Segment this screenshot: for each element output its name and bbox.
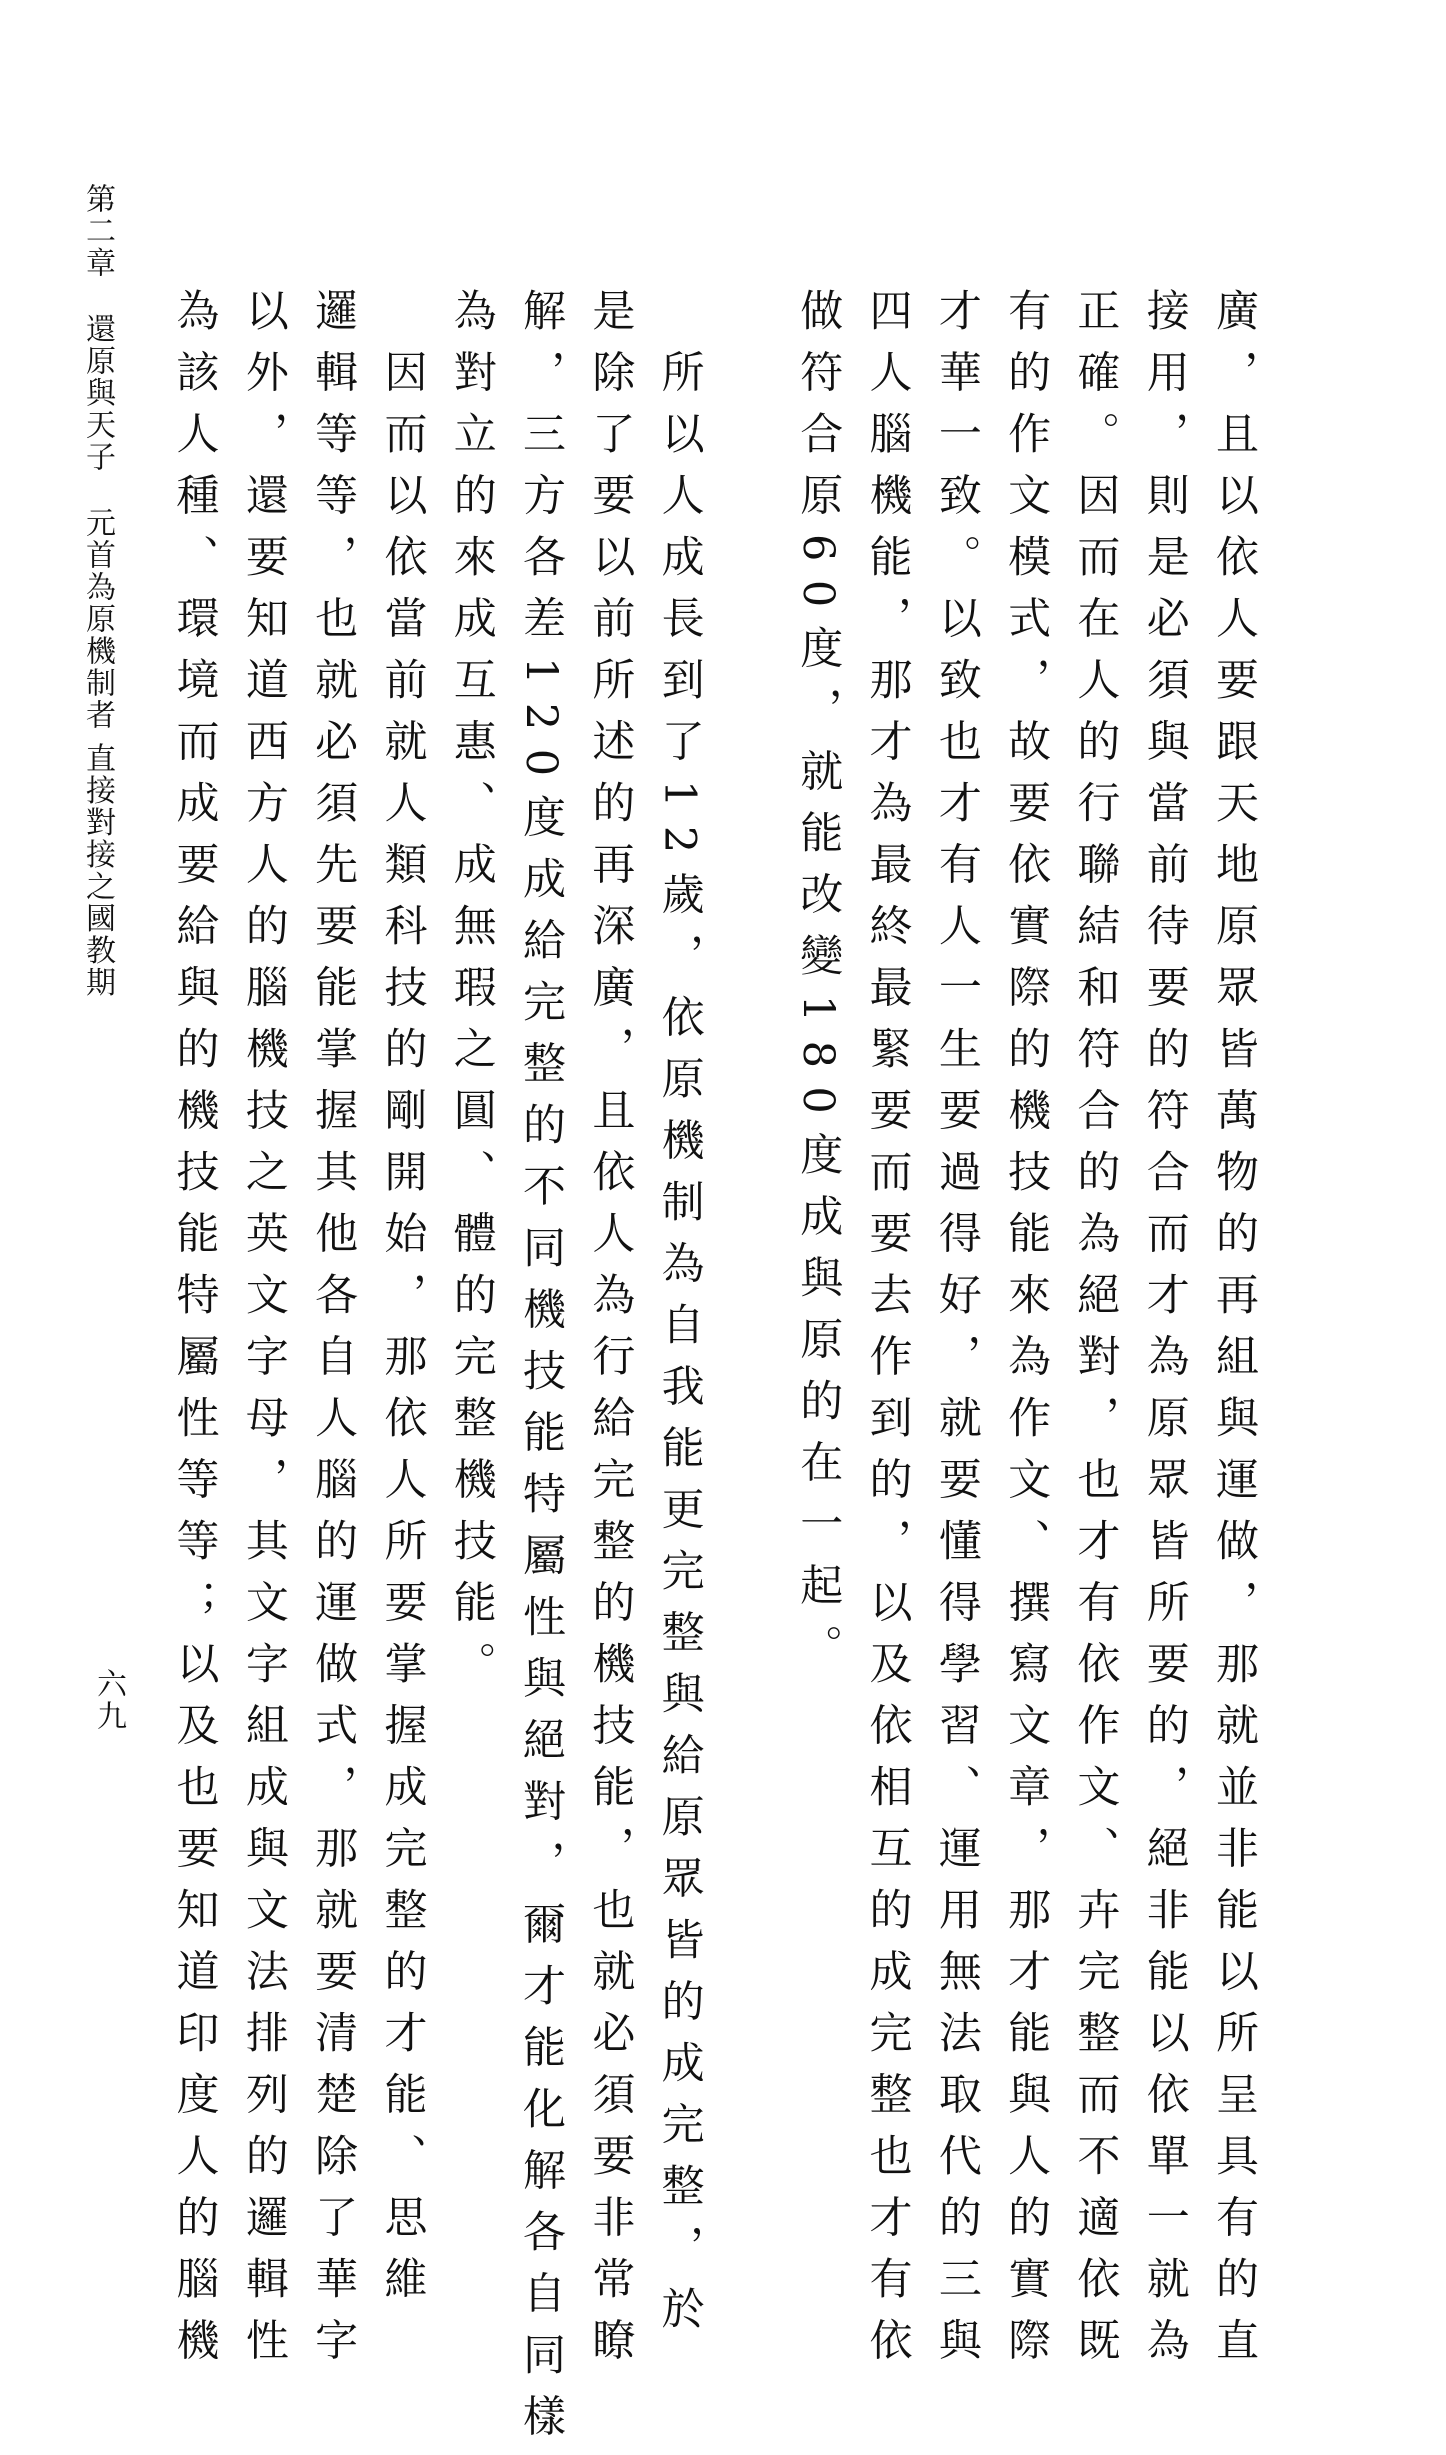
text-line: 解，三方各差120度成給完整的不同機技能特屬性與絕對，爾才能化解各自同樣 <box>516 288 567 2455</box>
text-line: 所以人成長到了12歲，依原機制為自我能更完整與給原眾皆的成完整，於 <box>654 288 705 2348</box>
text-line: 廣，且以依人要跟天地原眾皆萬物的再組與運做，那就並非能以所呈具有的直 <box>1209 288 1259 2379</box>
text-line: 四人腦機能，那才為最終最緊要而要去作到的，以及依相互的成完整也才有依 <box>862 288 913 2379</box>
text-line: 有的作文模式，故要依實際的機技能來為作文、撰寫文章，那才能與人的實際 <box>1001 288 1052 2379</box>
text-line: 為對立的來成互惠、成無瑕之圓、體的完整機技能。 <box>446 288 497 1703</box>
text-line: 接用，則是必須與當前待要的符合而才為原眾皆所要的，絕非能以依單一就為 <box>1139 288 1190 2379</box>
text-line: 邏輯等等，也就必須先要能掌握其他各自人腦的運做式，那就要清楚除了華字 <box>308 288 359 2379</box>
page-number: 六九 <box>91 1668 126 1732</box>
running-header <box>78 183 116 999</box>
section-subtitle: 元首為原機制者 直接對接之國教期 <box>80 507 115 999</box>
text-line: 正確。因而在人的行聯結和符合的為絕對，也才有依作文、卉完整而不適依既 <box>1070 288 1121 2379</box>
paragraph-gap <box>714 288 783 289</box>
text-line: 為該人種、環境而成要給與的機技能特屬性等等；以及也要知道印度人的腦機 <box>169 288 220 2379</box>
text-line: 才華一致。以致也才有人一生要過得好，就要懂得學習、運用無法取代的三與 <box>931 288 982 2379</box>
chapter-title: 還原與天子 <box>80 313 115 473</box>
body-text <box>169 288 1268 2455</box>
chapter-number: 第二章 <box>80 183 115 279</box>
text-line: 以外，還要知道西方人的腦機技之英文字母，其文字組成與文法排列的邏輯性 <box>238 288 289 2379</box>
text-line: 是除了要以前所述的再深廣，且依人為行給完整的機技能，也就必須要非常瞭 <box>585 288 636 2379</box>
text-line: 因而以依當前就人類科技的剛開始，那依人所要掌握成完整的才能、思維 <box>377 288 428 2318</box>
text-line: 做符合原60度，就能改變180度成與原的在一起。 <box>793 288 844 1686</box>
